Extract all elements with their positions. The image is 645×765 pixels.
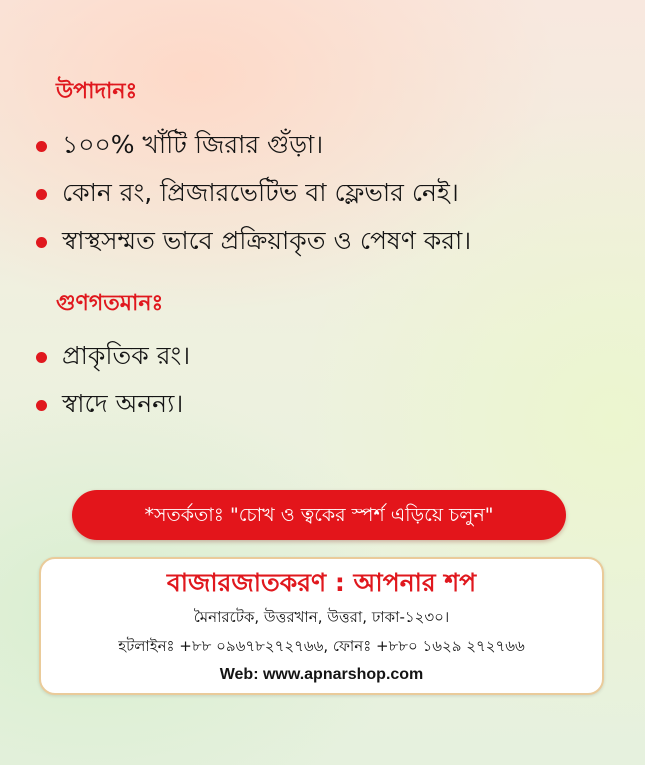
bullet-dot-icon <box>36 189 47 200</box>
ingredients-list <box>36 121 471 265</box>
list-item <box>36 169 471 217</box>
bullet-dot-icon <box>36 400 47 411</box>
list-item <box>36 380 190 428</box>
quality-list <box>36 332 190 428</box>
caution-banner: *সতর্কতাঃ "চোখ ও ত্বকের স্পর্শ এড়িয়ে চলুন" <box>72 490 566 540</box>
list-item <box>36 121 471 169</box>
bullet-dot-icon <box>36 141 47 152</box>
ingredients-heading: উপাদানঃ <box>56 79 138 104</box>
phone-text: হটলাইনঃ +৮৮ ০৯৬৭৮২৭২৭৬৬, ফোনঃ +৮৮০ ১৬২৯ ২৭২৭৬৬ <box>118 637 525 655</box>
list-item <box>36 217 471 265</box>
ingredient-text: স্বাস্থসম্মত ভাবে প্রক্রিয়াকৃত ও পেষণ করা। <box>62 226 472 255</box>
marketing-title: বাজারজাতকরণ : আপনার শপ <box>166 568 477 597</box>
quality-text: স্বাদে অনন্য। <box>62 389 184 418</box>
address-text: মৈনারটেক, উত্তরখান, উত্তরা, ঢাকা-১২৩০। <box>193 608 450 626</box>
marketing-card <box>39 557 604 695</box>
ingredient-text: ১০০% খাঁটি জিরার গুঁড়া। <box>62 130 324 159</box>
ingredient-text: কোন রং, প্রিজারভেটিভ বা ফ্লেভার নেই। <box>62 178 459 207</box>
website-link[interactable]: Web: www.apnarshop.com <box>219 666 424 683</box>
list-item <box>36 332 190 380</box>
quality-text: প্রাকৃতিক রং। <box>62 341 191 370</box>
bullet-dot-icon <box>36 237 47 248</box>
bullet-dot-icon <box>36 352 47 363</box>
quality-heading: গুণগতমানঃ <box>56 291 164 316</box>
